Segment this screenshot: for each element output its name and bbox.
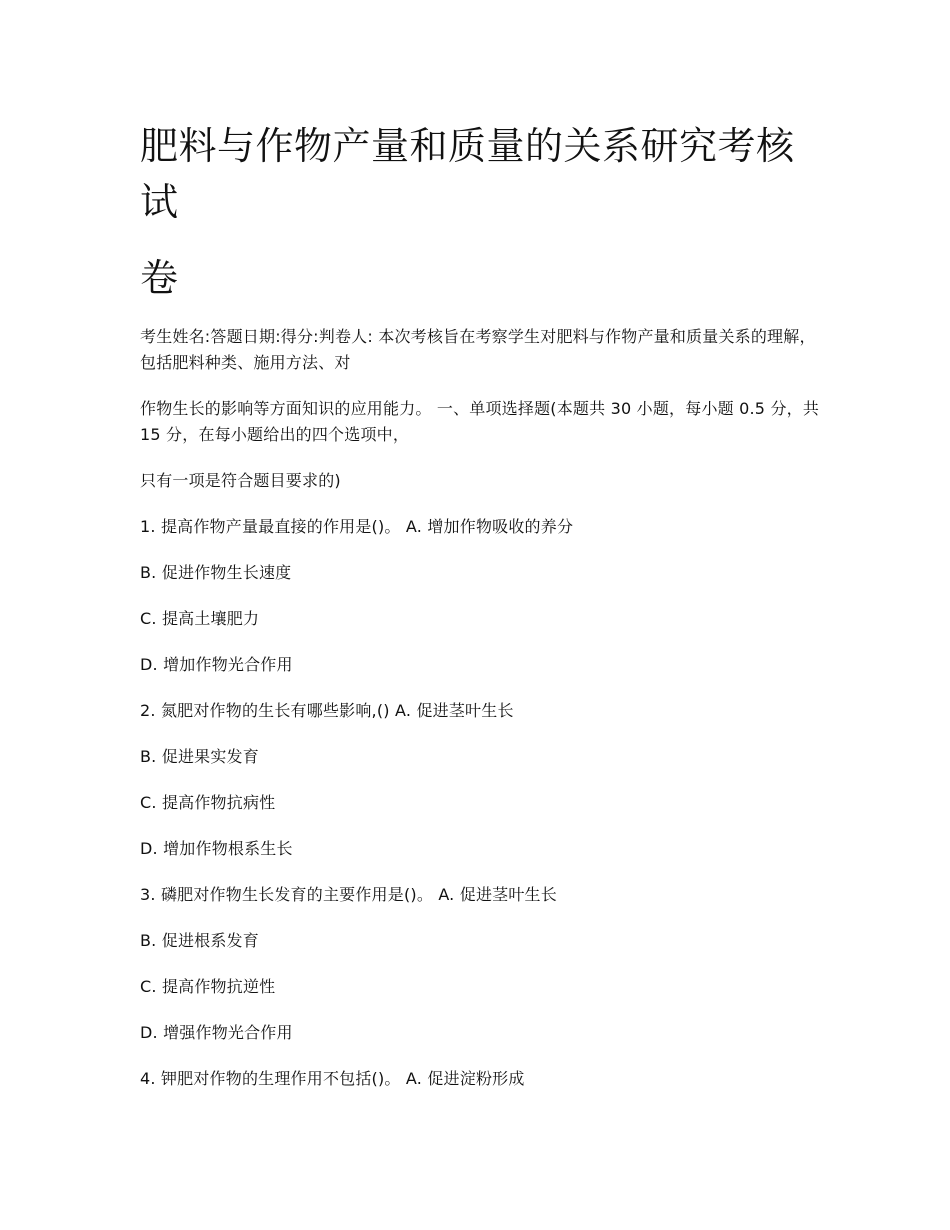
question-2-option-d: D. 增加作物根系生长 [140,839,293,858]
intro-paragraph-2: 作物生长的影响等方面知识的应用能力。 一、单项选择题(本题共 30 小题，每小题 0.5 分，共 15 分，在每小题给出的四个选项中， [140,399,820,444]
question-3-option-d: D. 增强作物光合作用 [140,1023,293,1042]
question-1-option-d: D. 增加作物光合作用 [140,655,293,674]
question-3-option-c: C. 提高作物抗逆性 [140,977,276,996]
intro-section [140,324,820,494]
intro-paragraph-3: 只有一项是符合题目要求的) [140,471,341,490]
question-2-option-b: B. 促进果实发育 [140,747,259,766]
question-1-option-b: B. 促进作物生长速度 [140,563,292,582]
document-page [140,118,820,1112]
document-title-continued [140,250,820,306]
question-1-option-c: C. 提高土壤肥力 [140,609,260,628]
question-4-stem: 4. 钾肥对作物的生理作用不包括()。 A. 促进淀粉形成 [140,1069,525,1088]
question-2-stem: 2. 氮肥对作物的生长有哪些影响,() A. 促进茎叶生长 [140,701,514,720]
document-title [140,118,820,230]
title-line-2: 卷 [140,256,179,300]
title-line-1: 肥料与作物产量和质量的关系研究考核试 [140,124,795,224]
question-3-option-b: B. 促进根系发育 [140,931,259,950]
question-3-stem: 3. 磷肥对作物生长发育的主要作用是()。 A. 促进茎叶生长 [140,885,557,904]
question-2-option-c: C. 提高作物抗病性 [140,793,276,812]
question-1-stem: 1. 提高作物产量最直接的作用是()。 A. 增加作物吸收的养分 [140,517,574,536]
intro-paragraph-1: 考生姓名:答题日期:得分:判卷人: 本次考核旨在考察学生对肥料与作物产量和质量关系的理解，包括肥料种类、施用方法、对 [140,327,816,372]
questions-section [140,514,820,1092]
